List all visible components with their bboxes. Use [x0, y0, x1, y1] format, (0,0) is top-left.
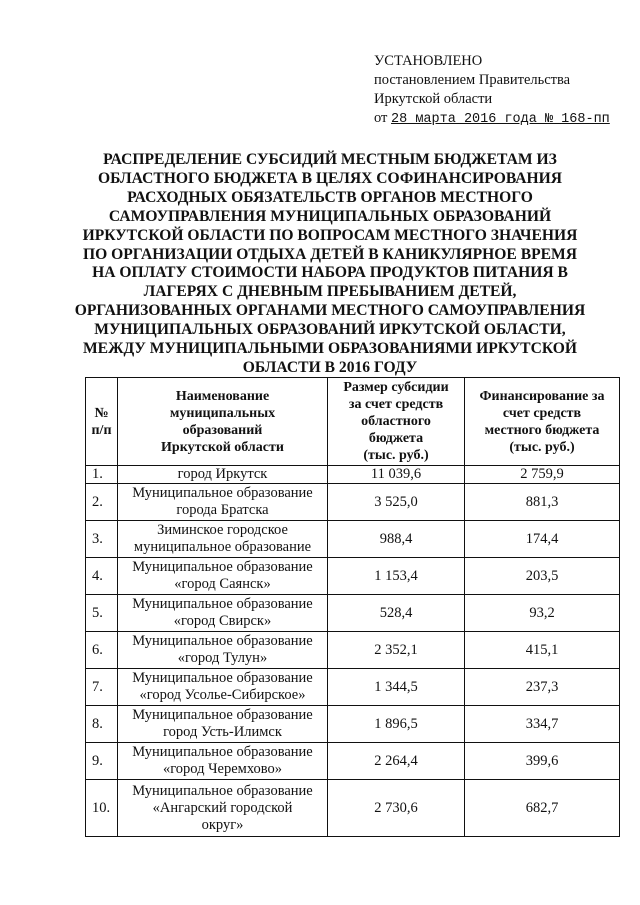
- title-line: РАСХОДНЫХ ОБЯЗАТЕЛЬСТВ ОРГАНОВ МЕСТНОГО: [127, 188, 533, 206]
- row-num: 8.: [86, 706, 118, 743]
- approval-heading: УСТАНОВЛЕНО: [374, 53, 483, 69]
- row-name-line: Муниципальное образование: [132, 485, 313, 501]
- approval-line-decree: постановлением Правительства: [374, 72, 571, 88]
- table-row: [86, 521, 620, 558]
- row-name: [118, 466, 328, 484]
- header-local-line: счет средств: [502, 405, 582, 421]
- header-local: [465, 378, 620, 466]
- header-local-line: (тыс. руб.): [509, 439, 575, 455]
- row-local: 415,1: [465, 632, 620, 669]
- header-name-line: Наименование: [175, 388, 270, 404]
- row-name-line: Муниципальное образование: [132, 559, 313, 575]
- document-title: [70, 151, 590, 378]
- header-num-line: №: [94, 405, 109, 421]
- title-line: ОБЛАСТНОГО БЮДЖЕТА В ЦЕЛЯХ СОФИНАНСИРОВАНИЯ: [97, 169, 563, 187]
- approval-date-value: 28 марта 2016 года № 168-пп: [391, 112, 610, 127]
- row-local: 93,2: [465, 595, 620, 632]
- title-line: РАСПРЕДЕЛЕНИЕ СУБСИДИЙ МЕСТНЫМ БЮДЖЕТАМ ИЗ: [103, 151, 557, 168]
- table-row: [86, 706, 620, 743]
- header-name-line: Иркутской области: [161, 439, 284, 455]
- header-name: [118, 378, 328, 466]
- row-name-line: Муниципальное образование: [132, 596, 313, 612]
- row-name-line: город Усть-Илимск: [163, 724, 282, 740]
- row-name-line: «Ангарский городской: [152, 799, 293, 816]
- table-row: [86, 632, 620, 669]
- header-num: [86, 378, 118, 466]
- row-subsidy: 1 896,5: [328, 706, 465, 743]
- header-subsidy-line: бюджета: [368, 431, 424, 446]
- row-name: [118, 780, 328, 837]
- row-subsidy: 3 525,0: [328, 484, 465, 521]
- title-line: НА ОПЛАТУ СТОИМОСТИ НАБОРА ПРОДУКТОВ ПИТАНИЯ В: [92, 264, 568, 282]
- row-subsidy: 528,4: [328, 595, 465, 632]
- row-name: [118, 743, 328, 780]
- approval-stamp: [374, 52, 610, 129]
- row-name-line: Муниципальное образование: [132, 707, 313, 723]
- row-name-line: Муниципальное образование: [132, 633, 313, 649]
- table-row: [86, 780, 620, 837]
- row-num: 10.: [86, 780, 118, 837]
- header-local-line: местного бюджета: [484, 422, 600, 438]
- row-num: 4.: [86, 558, 118, 595]
- table-row: [86, 669, 620, 706]
- row-num: 9.: [86, 743, 118, 780]
- row-name-line: «город Усолье-Сибирское»: [139, 687, 306, 703]
- row-num: 1.: [86, 466, 118, 484]
- row-name: [118, 669, 328, 706]
- title-line: ОБЛАСТИ В 2016 ГОДУ: [242, 358, 418, 376]
- row-name-line: Муниципальное образование: [132, 670, 313, 686]
- table-row: [86, 743, 620, 780]
- row-num: 5.: [86, 595, 118, 632]
- approval-date-line: [374, 109, 610, 129]
- row-name: [118, 484, 328, 521]
- title-line: МЕЖДУ МУНИЦИПАЛЬНЫМИ ОБРАЗОВАНИЯМИ ИРКУТСКОЙ: [82, 340, 578, 358]
- row-name: [118, 595, 328, 632]
- subsidy-table: [85, 377, 620, 837]
- row-name-line: Зиминское городское: [157, 522, 288, 538]
- table-row: [86, 484, 620, 521]
- title-line: ПО ОРГАНИЗАЦИИ ОТДЫХА ДЕТЕЙ В КАНИКУЛЯРНОЕ ВРЕМЯ: [82, 245, 578, 263]
- title-line: САМОУПРАВЛЕНИЯ МУНИЦИПАЛЬНЫХ ОБРАЗОВАНИЙ: [108, 207, 552, 225]
- header-local-line: Финансирование за: [479, 388, 605, 404]
- row-local: 237,3: [465, 669, 620, 706]
- title-line: МУНИЦИПАЛЬНЫХ ОБРАЗОВАНИЙ ИРКУТСКОЙ ОБЛАСТИ,: [94, 321, 566, 339]
- header-subsidy-line: за счет средств: [348, 397, 444, 412]
- row-name: [118, 706, 328, 743]
- title-line: ОРГАНИЗОВАННЫХ ОРГАНАМИ МЕСТНОГО САМОУПРАВЛЕНИЯ: [74, 302, 586, 320]
- row-local: 682,7: [465, 780, 620, 837]
- header-subsidy-line: Размер субсидии: [343, 380, 449, 395]
- approval-date-prefix: от: [374, 110, 388, 126]
- row-subsidy: 11 039,6: [328, 466, 465, 484]
- header-num-line: п/п: [91, 422, 112, 438]
- row-name: [118, 632, 328, 669]
- row-name-line: «город Свирск»: [173, 613, 272, 629]
- row-num: 6.: [86, 632, 118, 669]
- row-name-line: округ»: [201, 816, 244, 833]
- row-name-line: города Братска: [176, 502, 269, 518]
- row-name: [118, 521, 328, 558]
- header-subsidy-line: (тыс. руб.): [363, 448, 429, 463]
- title-line: ЛАГЕРЯХ С ДНЕВНЫМ ПРЕБЫВАНИЕМ ДЕТЕЙ,: [143, 283, 517, 301]
- row-num: 2.: [86, 484, 118, 521]
- header-subsidy: [328, 378, 465, 466]
- row-name-line: «город Черемхово»: [162, 761, 283, 777]
- row-local: 399,6: [465, 743, 620, 780]
- row-name: [118, 558, 328, 595]
- table-header-row: [86, 378, 620, 466]
- row-subsidy: 2 730,6: [328, 780, 465, 837]
- row-local: 881,3: [465, 484, 620, 521]
- title-line: ИРКУТСКОЙ ОБЛАСТИ ПО ВОПРОСАМ МЕСТНОГО ЗНАЧЕНИЯ: [82, 226, 578, 244]
- row-name-line: «город Саянск»: [174, 576, 271, 592]
- row-name-line: город Иркутск: [177, 466, 268, 482]
- row-name-line: муниципальное образование: [133, 539, 312, 555]
- table-row: [86, 466, 620, 484]
- row-num: 7.: [86, 669, 118, 706]
- row-num: 3.: [86, 521, 118, 558]
- header-name-line: муниципальных: [169, 405, 276, 421]
- row-name-line: Муниципальное образование: [132, 782, 313, 799]
- row-name-line: Муниципальное образование: [132, 744, 313, 760]
- table-row: [86, 558, 620, 595]
- table-row: [86, 595, 620, 632]
- row-local: 334,7: [465, 706, 620, 743]
- row-subsidy: 1 153,4: [328, 558, 465, 595]
- row-local: 174,4: [465, 521, 620, 558]
- row-subsidy: 2 352,1: [328, 632, 465, 669]
- row-subsidy: 2 264,4: [328, 743, 465, 780]
- row-subsidy: 1 344,5: [328, 669, 465, 706]
- row-subsidy: 988,4: [328, 521, 465, 558]
- row-name-line: «город Тулун»: [177, 650, 268, 666]
- row-local: 2 759,9: [465, 466, 620, 484]
- header-name-line: образований: [182, 422, 263, 438]
- header-subsidy-line: областного: [361, 414, 431, 429]
- approval-line-region: Иркутской области: [374, 91, 493, 107]
- row-local: 203,5: [465, 558, 620, 595]
